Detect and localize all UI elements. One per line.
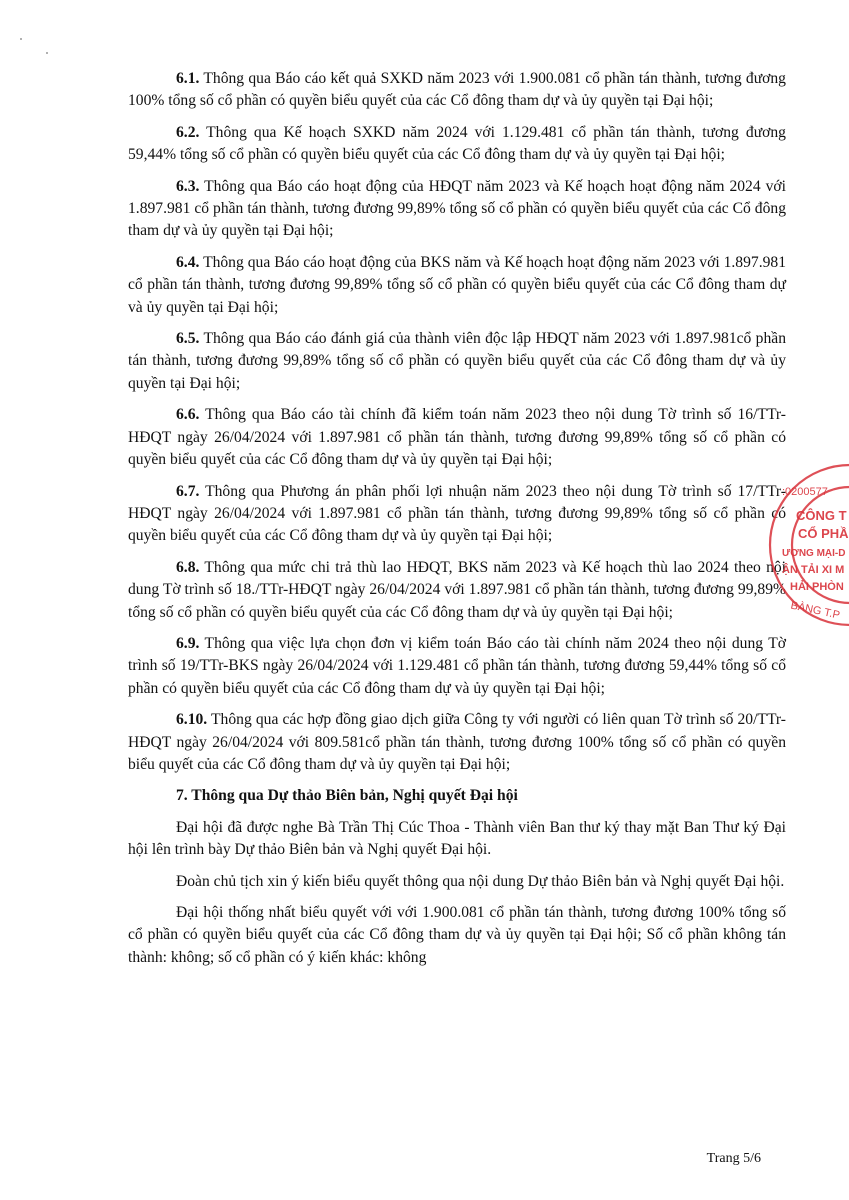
resolution-item (128, 633, 786, 700)
resolution-item (128, 68, 786, 113)
item-number: 6.4. (176, 253, 200, 271)
seal-text: ƯƠNG MẠI-D (782, 548, 846, 559)
resolution-item (128, 481, 786, 548)
resolution-item (128, 122, 786, 167)
item-text: Thông qua Kế hoạch SXKD năm 2024 với 1.129.481 cổ phần tán thành, tương đương 59,44% tổng số cổ phần có quyền biểu quyết của các Cổ đông tham dự và ủy quyền tại Đại hội; (128, 123, 786, 164)
seal-text: BÀNG T.P (789, 599, 841, 622)
section-paragraph: Đại hội đã được nghe Bà Trần Thị Cúc Thoa - Thành viên Ban thư ký thay mặt Ban Thư ký Đại hội lên trình bày Dự thảo Biên bản và Nghị quyết Đại hội. (128, 818, 786, 859)
item-number: 6.6. (176, 406, 200, 424)
item-number: 6.9. (176, 634, 200, 652)
item-text: Thông qua Báo cáo hoạt động của HĐQT năm 2023 và Kế hoạch hoạt động năm 2024 với 1.897.981 cổ phần tán thành, tương đương 99,89% tổng số cổ phần có quyền biểu quyết của các Cổ đông tham dự và ủy quyền tại Đại hội; (128, 177, 786, 240)
item-number: 6.2. (176, 123, 200, 141)
seal-graphic (768, 460, 849, 630)
item-number: 6.3. (176, 177, 200, 195)
section-paragraph: Đoàn chủ tịch xin ý kiến biểu quyết thông qua nội dung Dự thảo Biên bản và Nghị quyết Đại hội. (176, 872, 785, 890)
section-heading: 7. Thông qua Dự thảo Biên bản, Nghị quyết Đại hội (176, 787, 518, 805)
resolution-item (128, 252, 786, 319)
resolution-item (128, 709, 786, 776)
document-body (128, 68, 786, 978)
item-text: Thông qua Báo cáo kết quả SXKD năm 2023 với 1.900.081 cổ phần tán thành, tương đương 100% tổng số cổ phần có quyền biểu quyết của các Cổ đông tham dự và ủy quyền tại Đại hội; (128, 70, 786, 110)
seal-number: :0200577 (782, 486, 828, 498)
company-seal-stamp (768, 460, 849, 630)
item-text: Thông qua Phương án phân phối lợi nhuận năm 2023 theo nội dung Tờ trình số 17/TTr-HĐQT ngày 26/04/2024 với 1.897.981 cổ phần tán thành, tương đương 99,89% tổng số cổ phần có quyền biểu quyết của các Cổ đông tham dự và ủy quyền tại Đại hội; (128, 482, 786, 545)
resolution-item (128, 404, 786, 471)
seal-text: CỔ PHẦ (798, 526, 849, 541)
seal-text: HẢI PHÒN (790, 581, 844, 593)
section-paragraph: Đại hội thống nhất biểu quyết với với 1.900.081 cổ phần tán thành, tương đương 100% tổng số cổ phần có quyền biểu quyết của các Cổ đông tham dự và ủy quyền tại Đại hội; Số cổ phần không tán thành: không; số cổ phần có ý kiến khác: không (128, 904, 786, 966)
item-text: Thông qua việc lựa chọn đơn vị kiểm toán Báo cáo tài chính năm 2024 theo nội dung Tờ trình số 19/TTr-BKS ngày 26/04/2024 với 1.129.481 cổ phần tán thành, tương đương 59,44% tổng số cổ phần có quyền biểu quyết của các Cổ đông tham dự và ủy quyền tại Đại hội; (128, 634, 786, 697)
item-number: 6.1. (176, 70, 200, 87)
item-number: 6.8. (176, 558, 200, 576)
item-text: Thông qua mức chi trả thù lao HĐQT, BKS năm 2023 và Kế hoạch thù lao 2024 theo nội dung Tờ trình số 18./TTr-HĐQT ngày 26/04/2024 với 1.897.981 cổ phần tán thành, tương đương 99,89% tổng số cổ phần có quyền biểu quyết của các Cổ đông tham dự và ủy quyền tại Đại hội; (128, 558, 786, 621)
resolution-item (128, 557, 786, 624)
scan-speck (20, 38, 22, 40)
item-number: 6.5. (176, 330, 200, 348)
item-number: 6.10. (176, 711, 208, 729)
resolution-item (128, 328, 786, 395)
page-number: Trang 5/6 (706, 1151, 761, 1166)
item-text: Thông qua Báo cáo hoạt động của BKS năm và Kế hoạch hoạt động năm 2023 với 1.897.981 cổ phần tán thành, tương đương 99,89% tổng số cổ phần có quyền biểu quyết của các Cổ đông tham dự và ủy quyền tại Đại hội; (128, 253, 786, 316)
item-text: Thông qua Báo cáo tài chính đã kiểm toán năm 2023 theo nội dung Tờ trình số 16/TTr-HĐQT ngày 26/04/2024 với 1.897.981 cổ phần tán thành, tương đương 99,89% tổng số cổ phần có quyền biểu quyết của các Cổ đông tham dự và ủy quyền tại Đại hội; (128, 406, 786, 469)
item-text: Thông qua các hợp đồng giao dịch giữa Công ty với người có liên quan Tờ trình số 20/TTr-HĐQT ngày 26/04/2024 với 809.581cổ phần tán thành, tương đương 100% tổng số cổ phần có quyền biểu quyết của các Cổ đông tham dự và ủy quyền tại Đại hội; (128, 711, 786, 773)
item-number: 6.7. (176, 482, 200, 500)
resolution-item (128, 176, 786, 243)
scan-speck (46, 52, 48, 54)
seal-text: ẬN TẢI XI M (782, 564, 845, 576)
seal-text: CÔNG T (796, 508, 847, 523)
item-text: Thông qua Báo cáo đánh giá của thành viên độc lập HĐQT năm 2023 với 1.897.981cổ phần tán thành, tương đương 99,89% tổng số cổ phần có quyền biểu quyết của các Cổ đông tham dự và ủy quyền tại Đại hội; (128, 330, 786, 392)
